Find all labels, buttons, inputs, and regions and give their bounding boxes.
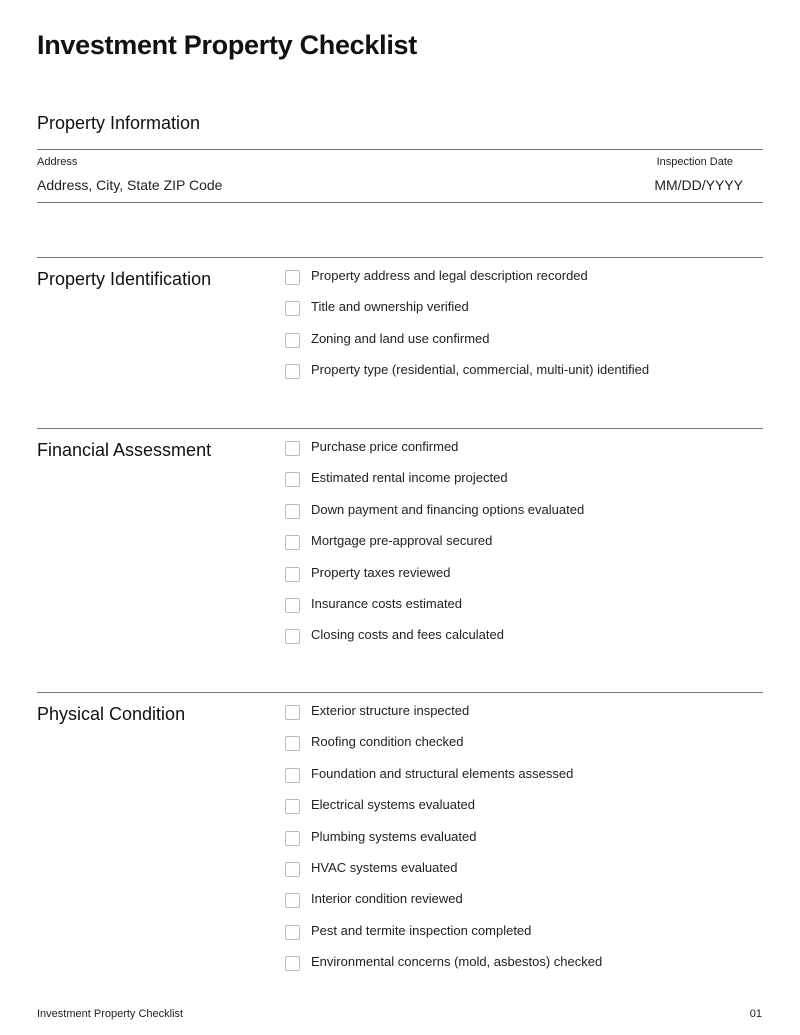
checklist-item-label: Foundation and structural elements assessed <box>311 765 574 781</box>
checklist-item-label: Estimated rental income projected <box>311 470 508 486</box>
checklist-item-label: Property address and legal description recorded <box>311 268 588 283</box>
checkbox[interactable] <box>285 799 300 814</box>
checklist-item-label: Title and ownership verified <box>311 299 469 315</box>
checklist-item[interactable] <box>285 439 584 470</box>
checkbox[interactable] <box>285 504 300 519</box>
checklist-items <box>285 268 649 394</box>
section-heading: Property Identification <box>37 269 212 289</box>
checklist-item[interactable] <box>285 596 584 627</box>
checklist-item[interactable] <box>285 533 584 564</box>
checklist-item-label: Closing costs and fees calculated <box>311 627 504 643</box>
checklist-item[interactable] <box>285 565 584 596</box>
checklist-item-label: Electrical systems evaluated <box>311 797 476 813</box>
checkbox[interactable] <box>285 831 300 846</box>
checklist-item-label: Down payment and financing options evaluated <box>311 501 585 517</box>
checklist-item[interactable] <box>285 860 602 891</box>
footer-title: Investment Property Checklist <box>37 1008 184 1020</box>
checklist-item[interactable] <box>285 954 602 985</box>
page-number: 01 <box>749 1008 762 1020</box>
checkbox[interactable] <box>285 925 300 940</box>
checklist-item-label: Purchase price confirmed <box>311 439 459 454</box>
checklist-item[interactable] <box>285 268 649 299</box>
checklist-item[interactable] <box>285 627 584 658</box>
checklist-item-label: Property taxes reviewed <box>311 564 451 580</box>
divider <box>37 202 763 203</box>
checkbox[interactable] <box>285 364 300 379</box>
divider <box>37 149 763 150</box>
checklist-item-label: Property type (residential, commercial, multi-unit) identified <box>311 362 650 378</box>
checkbox[interactable] <box>285 301 300 316</box>
checklist-item[interactable] <box>285 829 602 860</box>
checklist-item[interactable] <box>285 470 584 501</box>
checklist-item[interactable] <box>285 766 602 797</box>
checklist-item-label: HVAC systems evaluated <box>311 859 458 875</box>
checklist-item-label: Pest and termite inspection completed <box>311 922 532 938</box>
checkbox[interactable] <box>285 535 300 550</box>
checklist-items <box>285 703 602 986</box>
checkbox[interactable] <box>285 705 300 720</box>
checkbox[interactable] <box>285 472 300 487</box>
checklist-item-label: Insurance costs estimated <box>311 595 463 611</box>
checklist-item[interactable] <box>285 923 602 954</box>
checklist-items <box>285 439 584 659</box>
inspection-date-label: Inspection Date <box>656 156 733 168</box>
checklist-item-label: Plumbing systems evaluated <box>311 828 477 844</box>
checkbox[interactable] <box>285 956 300 971</box>
section-divider <box>37 257 763 258</box>
checklist-item-label: Exterior structure inspected <box>311 703 470 718</box>
checklist-item[interactable] <box>285 703 602 734</box>
checklist-item[interactable] <box>285 797 602 828</box>
checklist-item[interactable] <box>285 299 649 330</box>
checkbox[interactable] <box>285 270 300 285</box>
checklist-item[interactable] <box>285 734 602 765</box>
checkbox[interactable] <box>285 862 300 877</box>
checklist-item[interactable] <box>285 331 649 362</box>
section-heading: Financial Assessment <box>37 440 212 460</box>
checklist-item[interactable] <box>285 362 649 393</box>
checkbox[interactable] <box>285 736 300 751</box>
inspection-date-field[interactable]: MM/DD/YYYY <box>654 177 743 193</box>
checkbox[interactable] <box>285 629 300 644</box>
address-field[interactable]: Address, City, State ZIP Code <box>37 177 223 193</box>
checklist-item[interactable] <box>285 891 602 922</box>
checkbox[interactable] <box>285 598 300 613</box>
section-divider <box>37 692 763 693</box>
checklist-item-label: Roofing condition checked <box>311 734 464 750</box>
checklist-item-label: Zoning and land use confirmed <box>311 330 490 346</box>
page-title: Investment Property Checklist <box>37 30 417 60</box>
checkbox[interactable] <box>285 768 300 783</box>
checkbox[interactable] <box>285 893 300 908</box>
checklist-item-label: Mortgage pre-approval secured <box>311 533 493 549</box>
checkbox[interactable] <box>285 567 300 582</box>
checkbox[interactable] <box>285 441 300 456</box>
address-label: Address <box>37 156 78 168</box>
checkbox[interactable] <box>285 333 300 348</box>
section-divider <box>37 428 763 429</box>
section-heading: Physical Condition <box>37 704 186 724</box>
checklist-item-label: Environmental concerns (mold, asbestos) checked <box>311 954 603 970</box>
checklist-item[interactable] <box>285 502 584 533</box>
property-information-heading: Property Information <box>37 113 201 133</box>
checklist-item-label: Interior condition reviewed <box>311 891 463 907</box>
